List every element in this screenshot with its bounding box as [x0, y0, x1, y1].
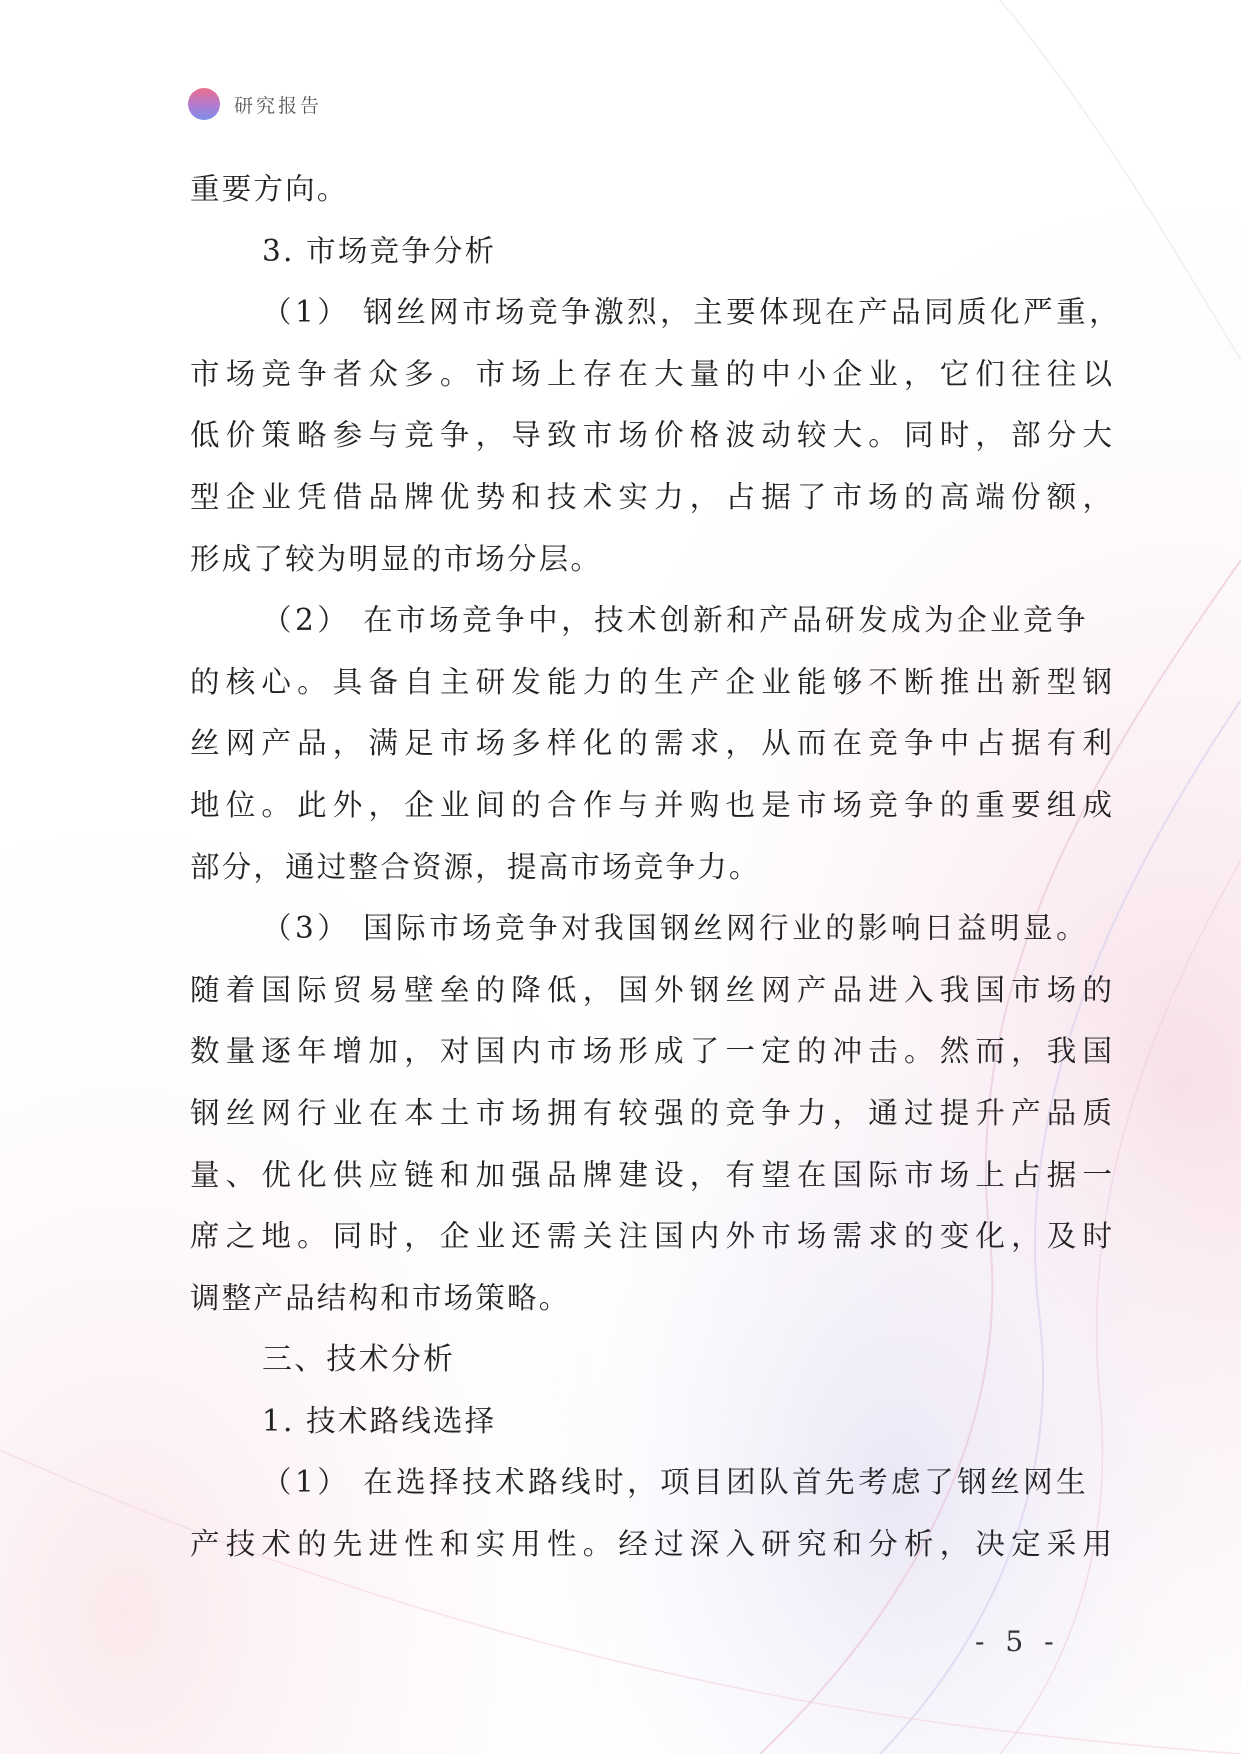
paragraph-line: 量、优化供应链和加强品牌建设，有望在国际市场上占据一 — [190, 1157, 1119, 1192]
paragraph-line: （2） 在市场竞争中，技术创新和产品研发成为企业竞争 — [262, 603, 1090, 638]
logo-icon — [188, 88, 220, 120]
paragraph-line: 数量逐年增加，对国内市场形成了一定的冲击。然而，我国 — [190, 1034, 1119, 1069]
paragraph-line: 丝网产品，满足市场多样化的需求，从而在竞争中占据有利 — [190, 726, 1119, 761]
paragraph-line: 市场竞争者众多。市场上存在大量的中小企业，它们往往以 — [190, 356, 1119, 391]
page-number: - 5 - — [975, 1625, 1060, 1658]
paragraph-line: 地位。此外，企业间的合作与并购也是市场竞争的重要组成 — [190, 787, 1119, 822]
paragraph-line: 形成了较为明显的市场分层。 — [190, 541, 603, 576]
paragraph-line: 型企业凭借品牌优势和技术实力，占据了市场的高端份额， — [190, 479, 1119, 514]
paragraph-line: 部分，通过整合资源，提高市场竞争力。 — [190, 849, 761, 884]
paragraph-line: 低价策略参与竞争，导致市场价格波动较大。同时，部分大 — [190, 418, 1119, 453]
subsection-heading: 3. 市场竞争分析 — [262, 233, 497, 268]
paragraph-line: 随着国际贸易壁垒的降低，国外钢丝网产品进入我国市场的 — [190, 972, 1119, 1007]
paragraph-line: （1） 钢丝网市场竞争激烈，主要体现在产品同质化严重， — [262, 295, 1123, 330]
paragraph-line: 重要方向。 — [190, 172, 349, 206]
paragraph-line: 钢丝网行业在本土市场拥有较强的竞争力，通过提升产品质 — [190, 1095, 1119, 1130]
section-heading: 三、技术分析 — [262, 1342, 456, 1378]
report-header — [188, 88, 322, 120]
document-body — [190, 159, 1123, 1576]
paragraph-line: （3） 国际市场竞争对我国钢丝网行业的影响日益明显。 — [262, 911, 1090, 946]
paragraph-line: （1） 在选择技术路线时，项目团队首先考虑了钢丝网生 — [262, 1465, 1090, 1500]
paragraph-line: 的核心。具备自主研发能力的生产企业能够不断推出新型钢 — [190, 664, 1119, 699]
header-title: 研究报告 — [234, 94, 323, 117]
paragraph-line: 席之地。同时，企业还需关注国内外市场需求的变化，及时 — [190, 1219, 1119, 1254]
paragraph-line: 调整产品结构和市场策略。 — [190, 1280, 571, 1315]
subsection-heading: 1. 技术路线选择 — [262, 1403, 497, 1438]
paragraph-line: 产技术的先进性和实用性。经过深入研究和分析，决定采用 — [190, 1527, 1119, 1562]
